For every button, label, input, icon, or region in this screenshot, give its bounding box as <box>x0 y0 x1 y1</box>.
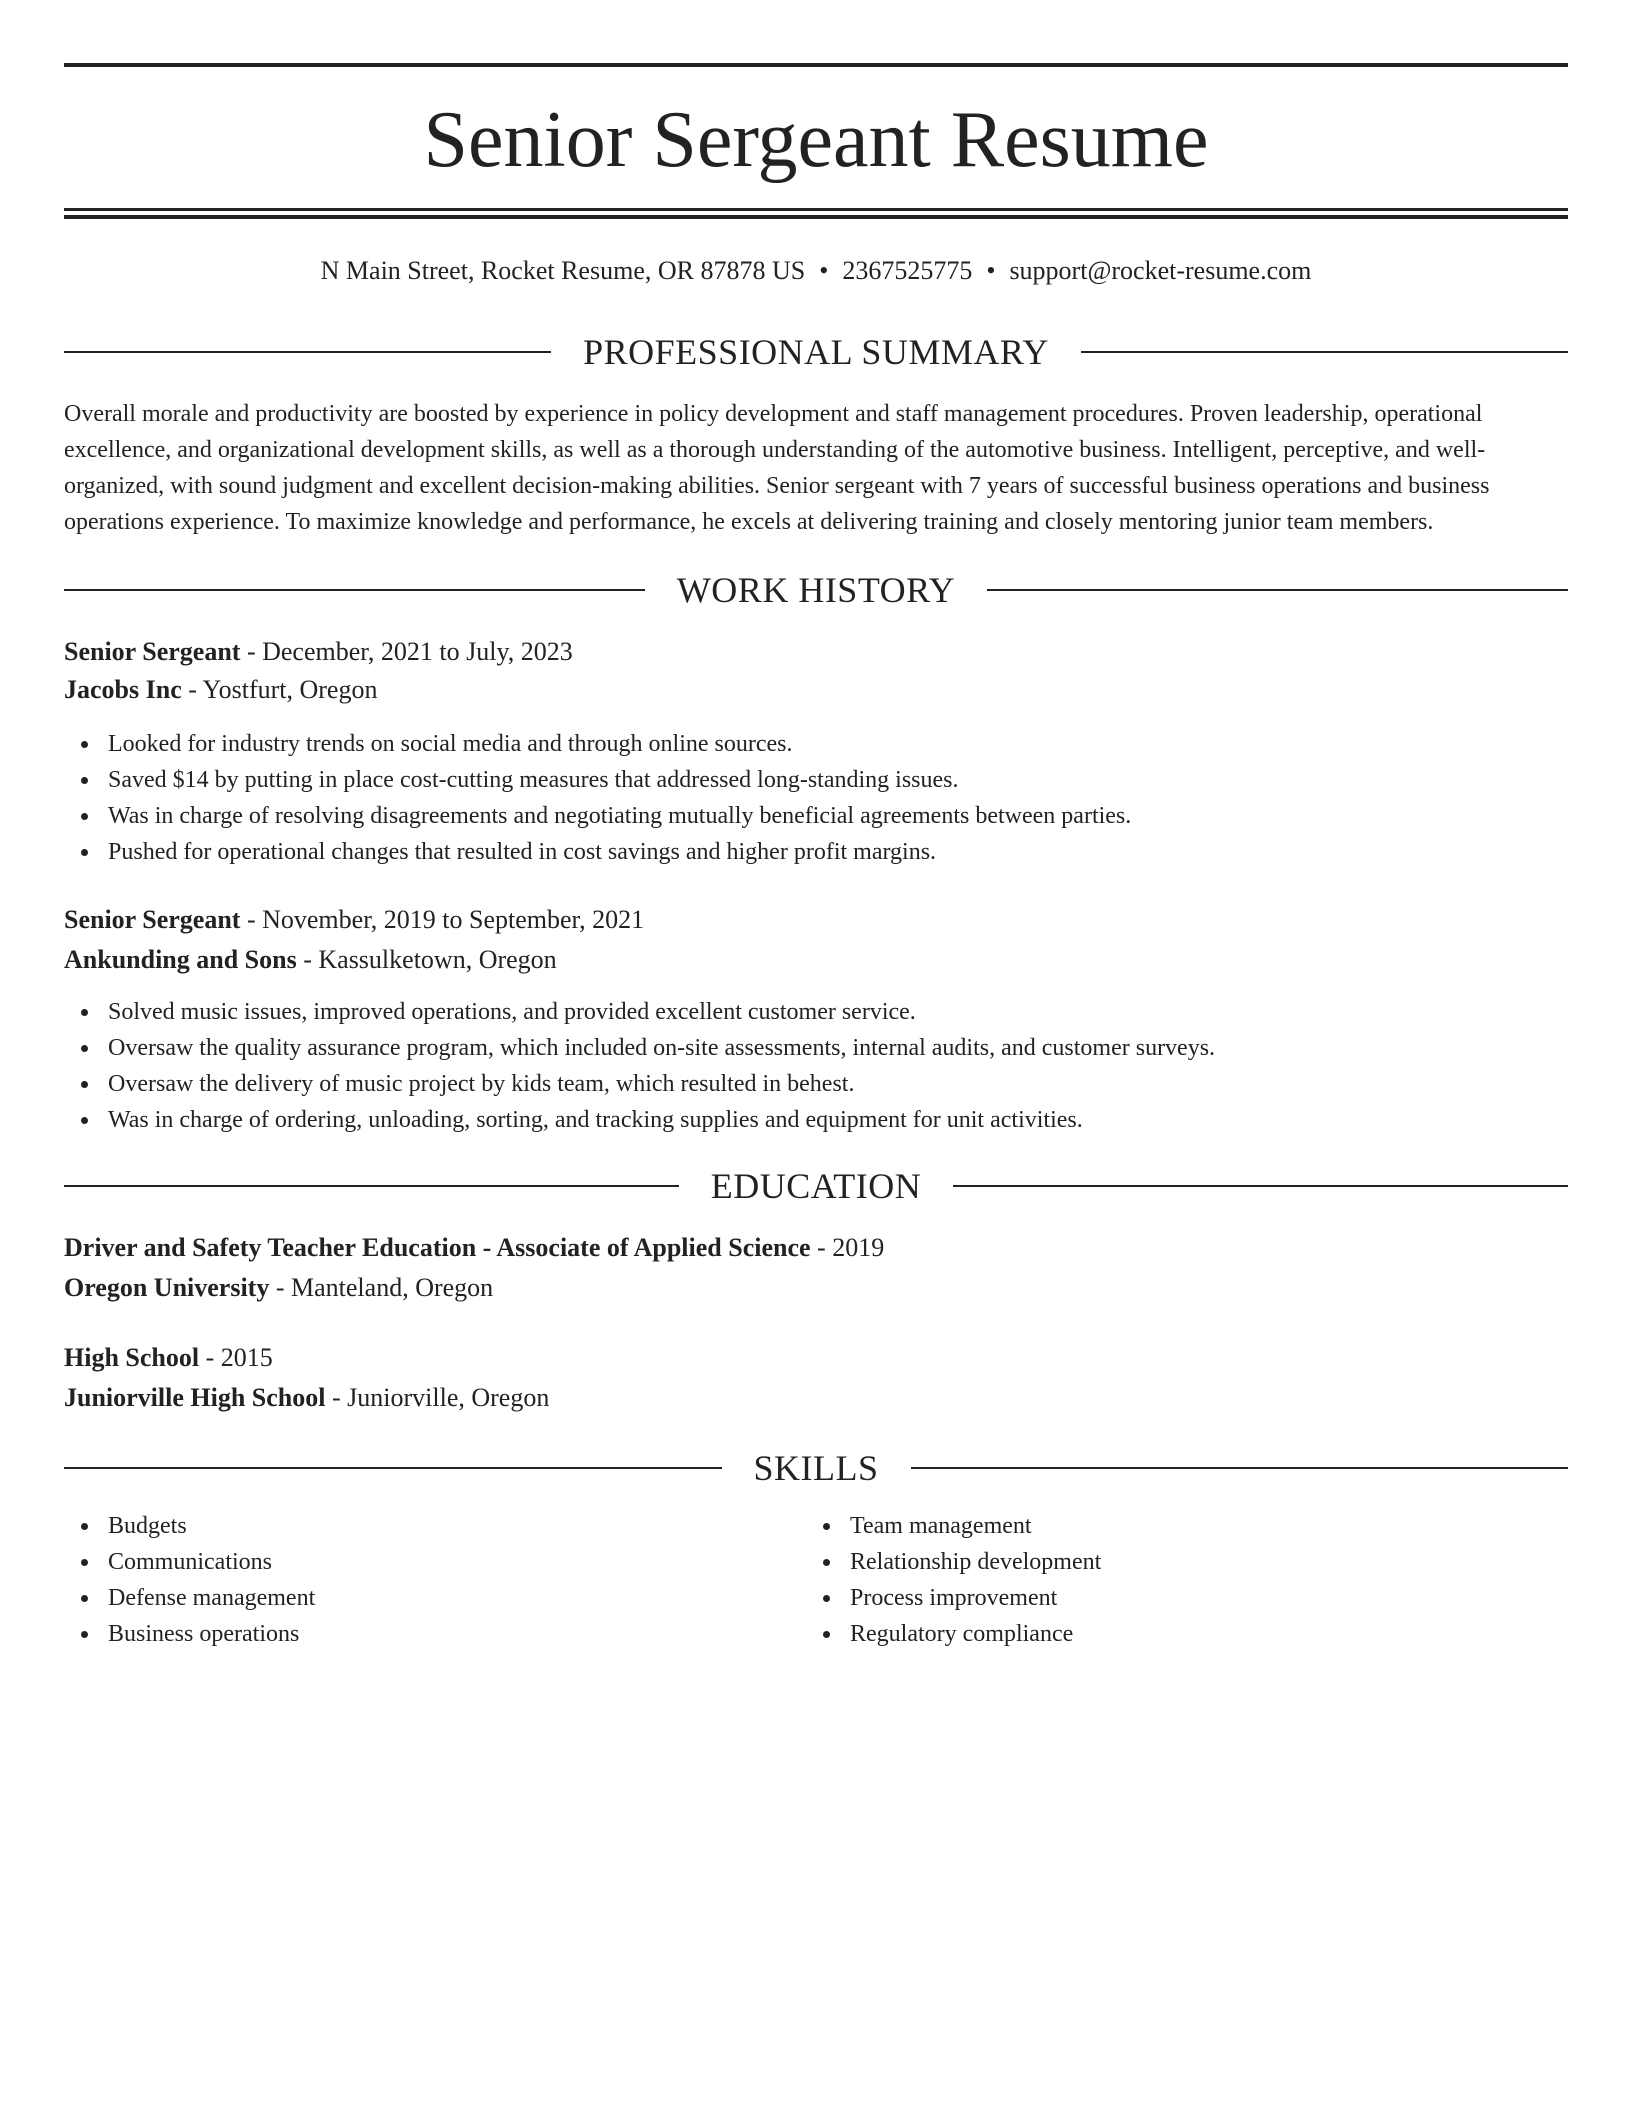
job-title-line <box>64 902 1568 938</box>
section-rule-right <box>911 1467 1569 1469</box>
list-item: Saved $14 by putting in place cost-cutting measures that addressed long-standing issues. <box>108 762 1612 798</box>
contact-line <box>64 253 1568 289</box>
job-title: Senior Sergeant <box>64 637 241 666</box>
skill-item: Budgets <box>108 1508 808 1544</box>
contact-phone: 2367525775 <box>842 256 973 285</box>
list-item: Was in charge of ordering, unloading, sorting, and tracking supplies and equipment for unit activities. <box>108 1102 1612 1138</box>
section-heading-skills <box>64 1446 1568 1490</box>
skill-item: Business operations <box>108 1616 808 1652</box>
section-rule-left <box>64 1467 722 1469</box>
resume-title: Senior Sergeant Resume <box>423 96 1209 184</box>
education-degree: Driver and Safety Teacher Education - Associate of Applied Science <box>64 1233 811 1262</box>
list-item: Looked for industry trends on social media and through online sources. <box>108 726 1612 762</box>
job-dates: - December, 2021 to July, 2023 <box>240 637 573 666</box>
skills-list-right <box>806 1508 1550 1652</box>
contact-separator: • <box>986 256 996 285</box>
contact-address: N Main Street, Rocket Resume, OR 87878 US <box>320 256 806 285</box>
skill-item: Relationship development <box>850 1544 1550 1580</box>
list-item: Solved music issues, improved operations, and provided excellent customer service. <box>108 994 1612 1030</box>
summary-text: Overall morale and productivity are boosted by experience in policy development and staff management procedures. Proven leadership, operational excellence, and organizational development skills, as well as a thorough understanding of the automotive business. Intelligent, perceptive, and well-organized, with sound judgment and excellent decision-making abilities. Senior sergeant with 7 years of successful business operations and business operations experience. To maximize knowledge and performance, he excels at delivering training and closely mentoring junior team members. <box>64 401 1490 535</box>
education-school-line <box>64 1270 1568 1306</box>
section-rule-left <box>64 589 645 591</box>
job-company-line <box>64 942 1568 978</box>
section-rule-right <box>987 589 1568 591</box>
header-double-rule-upper <box>64 208 1568 211</box>
education-school: Juniorville High School <box>64 1383 326 1412</box>
list-item: Oversaw the delivery of music project by kids team, which resulted in behest. <box>108 1066 1612 1102</box>
section-rule-right <box>953 1185 1568 1187</box>
job-company: Jacobs Inc <box>64 675 182 704</box>
skill-item: Process improvement <box>850 1580 1550 1616</box>
section-rule-left <box>64 1185 679 1187</box>
header-double-rule-lower <box>64 215 1568 219</box>
section-rule-right <box>1081 351 1568 353</box>
education-year: - 2015 <box>199 1343 273 1372</box>
list-item: Oversaw the quality assurance program, which included on-site assessments, internal audits, and customer surveys. <box>108 1030 1612 1066</box>
job-title-line <box>64 634 1568 670</box>
job-company-line <box>64 672 1568 708</box>
education-degree: High School <box>64 1343 200 1372</box>
education-location: - Manteland, Oregon <box>269 1273 494 1302</box>
education-school: Oregon University <box>64 1273 270 1302</box>
education-degree-line <box>64 1230 1568 1266</box>
job-location: - Yostfurt, Oregon <box>181 675 378 704</box>
job-duties-list <box>64 994 1612 1138</box>
education-degree-line <box>64 1340 1568 1376</box>
list-item: Pushed for operational changes that resulted in cost savings and higher profit margins. <box>108 834 1612 870</box>
skill-item: Communications <box>108 1544 808 1580</box>
section-heading-summary <box>64 330 1568 374</box>
section-title: SKILLS <box>753 1448 879 1488</box>
contact-separator: • <box>819 256 829 285</box>
education-year: - 2019 <box>810 1233 885 1262</box>
education-location: - Juniorville, Oregon <box>325 1383 550 1412</box>
section-title: EDUCATION <box>710 1166 922 1206</box>
skill-item: Regulatory compliance <box>850 1616 1550 1652</box>
section-rule-left <box>64 351 551 353</box>
section-title: WORK HISTORY <box>676 570 956 610</box>
section-title: PROFESSIONAL SUMMARY <box>583 332 1049 372</box>
job-location: - Kassulketown, Oregon <box>296 945 557 974</box>
skill-item: Defense management <box>108 1580 808 1616</box>
section-heading-education <box>64 1164 1568 1208</box>
job-dates: - November, 2019 to September, 2021 <box>240 905 645 934</box>
header-top-rule <box>64 63 1568 67</box>
contact-email: support@rocket-resume.com <box>1009 256 1312 285</box>
job-duties-list <box>64 726 1612 870</box>
skills-list-left <box>64 1508 808 1652</box>
skill-item: Team management <box>850 1508 1550 1544</box>
list-item: Was in charge of resolving disagreements and negotiating mutually beneficial agreements between parties. <box>108 798 1612 834</box>
section-heading-work-history <box>64 568 1568 612</box>
job-company: Ankunding and Sons <box>64 945 297 974</box>
job-title: Senior Sergeant <box>64 905 241 934</box>
education-school-line <box>64 1380 1568 1416</box>
